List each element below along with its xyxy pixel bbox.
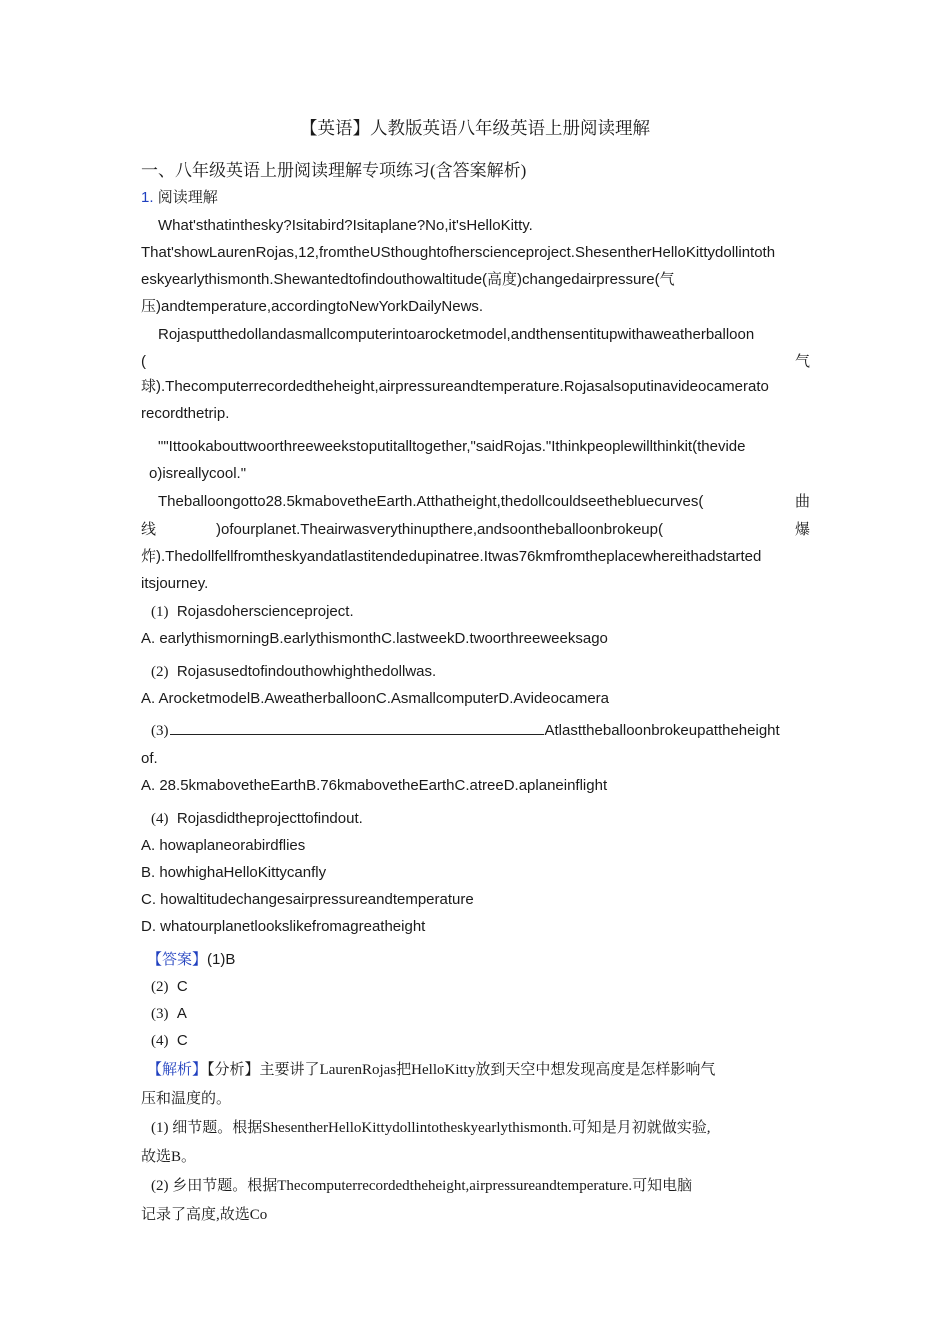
passage-line: itsjourney. — [141, 575, 209, 592]
question-num: (1) — [151, 604, 169, 620]
passage-line — [141, 520, 810, 540]
passage-line: Rojasputthedollandasmallcomputerintoarocketmodel,andthensentitupwithaweatherballoon — [158, 326, 755, 343]
page-title: 【英语】人教版英语八年级英语上册阅读理解 — [300, 118, 650, 138]
question-stem — [141, 602, 810, 622]
passage-line — [141, 352, 810, 372]
analysis-line: 故选B。 — [141, 1149, 197, 1165]
passage-fragment: Theballoongotto28.5kmabovetheEarth.Atthatheight,thedollcouldseethebluecurves( — [158, 493, 704, 510]
analysis-line: 压和温度的。 — [141, 1091, 232, 1107]
answer-line — [141, 1004, 810, 1024]
question-num: (3) — [151, 723, 169, 739]
passage-line — [141, 492, 810, 512]
question-text: Rojasdidtheprojecttofindout. — [176, 810, 363, 827]
answer-num: (4) — [151, 1033, 169, 1049]
question-heading — [141, 188, 810, 208]
question-stem-cont: of. — [141, 750, 158, 767]
analysis-label: 【解析】 — [147, 1062, 208, 1078]
answer-value: C — [176, 978, 188, 995]
answer-line — [141, 950, 810, 970]
passage-fragment: 线 — [141, 522, 157, 538]
passage-line: What'sthatinthesky?Isitabird?Isitaplane?No,it'sHelloKitty. — [158, 217, 533, 234]
passage-fragment: 爆 — [794, 522, 810, 538]
passage-line: That'showLaurenRojas,12,fromtheUSthoughtofherscienceproject.ShesentherHelloKittydollintoth — [141, 244, 776, 261]
passage-line: recordthetrip. — [141, 405, 230, 422]
passage-line: 球).Thecomputerrecordedtheheight,airpressureandtemperature.Rojasalsoputinavideocamerato — [141, 378, 769, 395]
question-heading-text: 阅读理解 — [157, 190, 218, 206]
passage-line: ""Ittookabouttwoorthreeweekstoputitalltogether,"saidRojas."Ithinkpeoplewillthinkit(thevide — [158, 438, 746, 455]
question-option: D. whatourplanetlookslikefromagreatheight — [141, 918, 426, 935]
question-option: C. howaltitudechangesairpressureandtemperature — [141, 891, 474, 908]
analysis-line: 记录了高度,故选Co — [141, 1207, 268, 1223]
question-text: Rojasdoherscienceproject. — [176, 603, 354, 620]
question-options: A. earlythismorningB.earlythismonthC.lastweekD.twoorthreeweeksago — [141, 630, 608, 647]
question-num: (4) — [151, 811, 169, 827]
question-options: A. ArocketmodelB.AweatherballoonC.AsmallcomputerD.Avideocamera — [141, 690, 610, 707]
answer-num: (2) — [151, 979, 169, 995]
answer-value: (1)B — [207, 951, 236, 968]
answer-value: A — [176, 1005, 187, 1022]
answer-line — [141, 977, 810, 997]
answer-blank — [170, 721, 544, 735]
question-number: 1. — [141, 189, 154, 206]
passage-line: eskyearlythismonth.Shewantedtofindouthowaltitude(高度)changedairpressure(气 — [141, 271, 675, 288]
question-num: (2) — [151, 664, 169, 680]
question-text: Rojasusedtofindouthowhighthedollwas. — [176, 663, 437, 680]
section-heading: 一、八年级英语上册阅读理解专项练习(含答案解析) — [141, 161, 527, 180]
passage-fragment: 气 — [794, 354, 810, 370]
question-option: B. howhighaHelloKittycanfly — [141, 864, 327, 881]
passage-line: o)isreallycool." — [149, 465, 247, 482]
passage-fragment: ( — [141, 353, 146, 370]
passage-fragment: 曲 — [794, 494, 810, 510]
analysis-line: (1) 细节题。根据ShesentherHelloKittydollintotheskyearlythismonth.可知是月初就做实验, — [151, 1120, 711, 1136]
answer-num: (3) — [151, 1006, 169, 1022]
passage-line: 炸).Thedollfellfromtheskyandatlastitendedupinatree.Itwas76kmfromtheplacewhereithadstarted — [141, 548, 762, 565]
question-option: A. howaplaneorabirdflies — [141, 837, 306, 854]
analysis-line — [141, 1060, 810, 1080]
question-options: A. 28.5kmabovetheEarthB.76kmabovetheEarthC.atreeD.aplaneinflight — [141, 777, 608, 794]
passage-line: 压)andtemperature,accordingtoNewYorkDailyNews. — [141, 298, 484, 315]
answer-line — [141, 1031, 810, 1051]
question-stem — [141, 662, 810, 682]
passage-fragment: )ofourplanet.Theairwasverythinupthere,andsoontheballoonbrokeup( — [216, 521, 663, 538]
answer-label: 【答案】 — [147, 952, 208, 968]
question-text: Atlasttheballoonbrokeupattheheight — [544, 722, 780, 739]
analysis-text: 主要讲了LaurenRojas把HelloKitty放到天空中想发现高度是怎样影响气 — [259, 1062, 716, 1078]
analysis-tag: 【分析】 — [207, 1062, 260, 1078]
analysis-line: (2) 乡田节题。根据Thecomputerrecordedtheheight,airpressureandtemperature.可知电脑 — [151, 1178, 693, 1194]
question-stem — [141, 721, 810, 741]
answer-value: C — [176, 1032, 188, 1049]
question-stem — [141, 809, 810, 829]
